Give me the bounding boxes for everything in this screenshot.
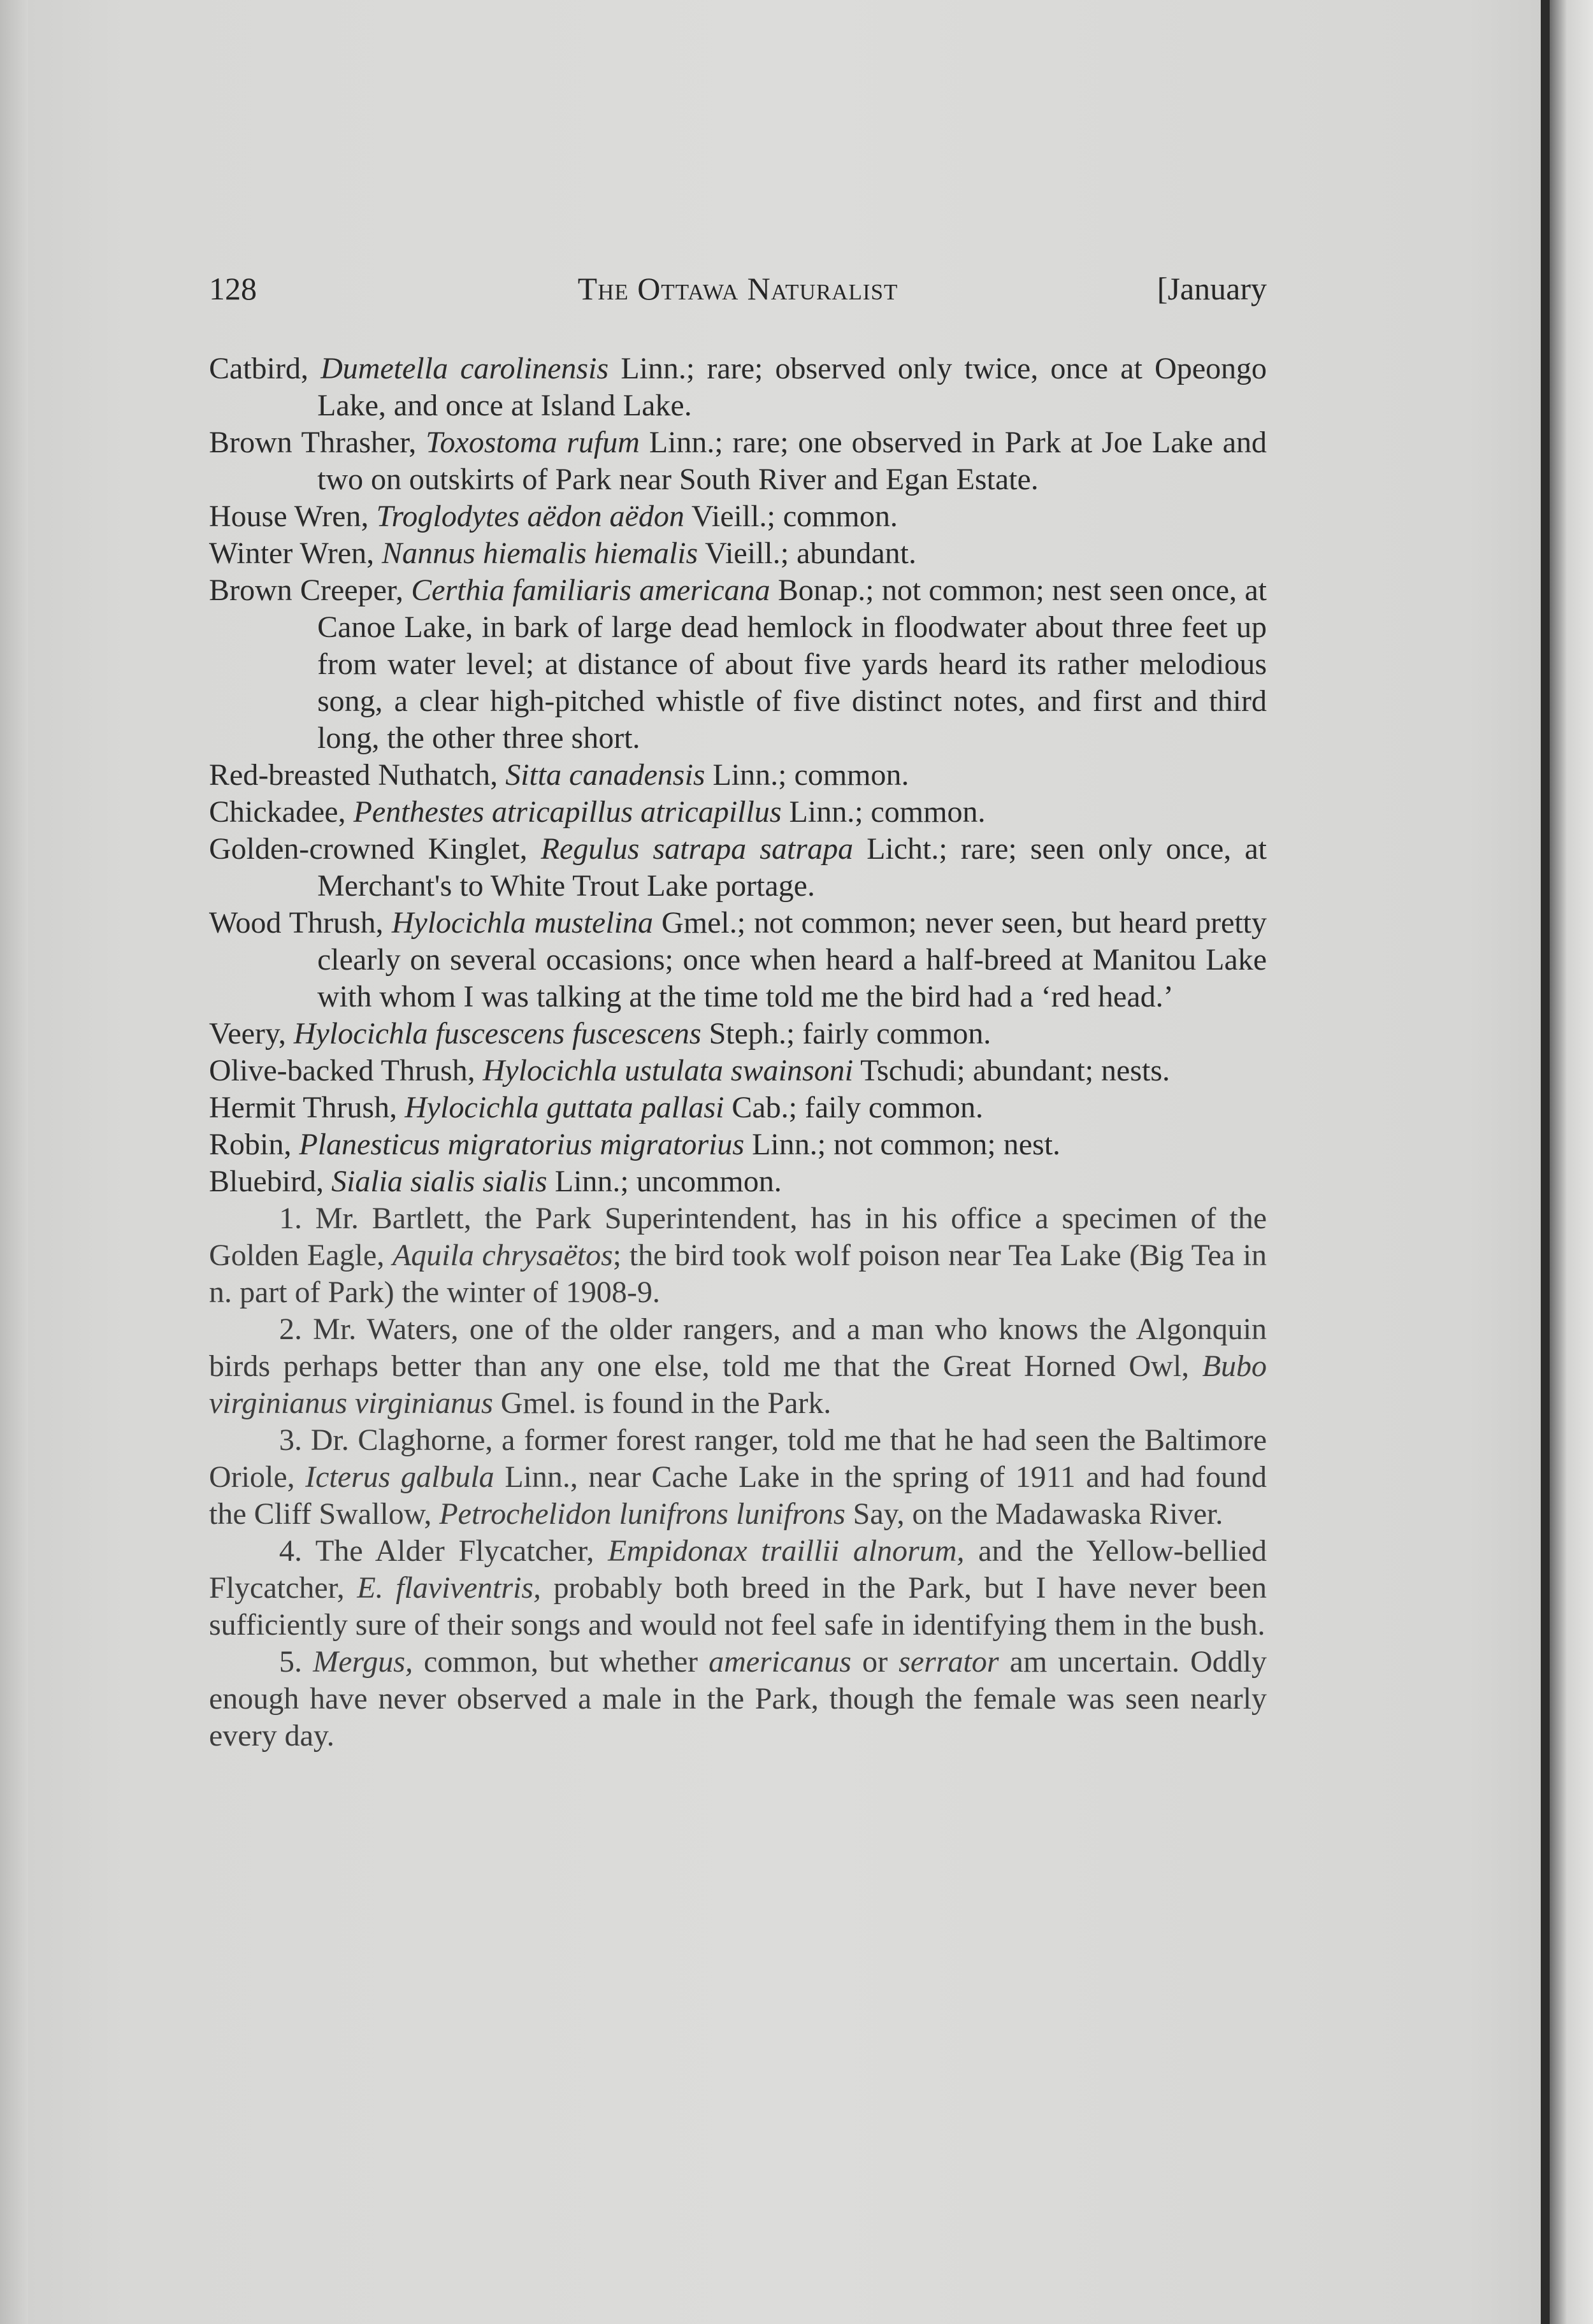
common-name: Wood Thrush, <box>209 906 392 940</box>
note-text: 3. Dr. Claghorne, a former forest ranger, told me that he had seen the Baltimore Oriole, <box>209 1423 1267 1494</box>
latin-name: Regulus satrapa satrapa <box>540 832 853 866</box>
species-entry <box>209 424 1267 498</box>
numbered-notes <box>209 1200 1267 1754</box>
common-name: Golden-crowned Kinglet, <box>209 832 541 866</box>
journal-title: The Ottawa Naturalist <box>577 271 898 306</box>
latin-name: Aquila chrysaëtos <box>392 1238 613 1272</box>
latin-name: Dumetella carolinensis <box>321 352 609 385</box>
entry-remarks: Linn.; common. <box>781 795 986 829</box>
issue-month: [January <box>1157 271 1267 306</box>
note-paragraph <box>209 1422 1267 1533</box>
species-entry <box>209 1089 1267 1126</box>
note-text: 1. Mr. Bartlett, the Park Superintendent, has in his office a specimen of the Golden Eagle, <box>209 1201 1267 1272</box>
common-name: Red-breasted Nuthatch, <box>209 758 506 792</box>
note-text: 4. The Alder Flycatcher, <box>279 1534 609 1568</box>
entry-remarks: Licht.; rare; seen only once, at Merchant's to White Trout Lake portage. <box>317 832 1267 903</box>
entry-remarks: Steph.; fairly common. <box>701 1017 991 1051</box>
note-text: probably both breed in the Park, but I have never been sufficiently sure of their songs and would not feel safe in identifying them in the bush. <box>209 1571 1267 1642</box>
species-entry <box>209 757 1267 794</box>
note-text: and the Yellow-bellied Flycatcher, <box>209 1534 1267 1605</box>
entry-remarks: Linn.; rare; observed only twice, once at Opeongo Lake, and once at Island Lake. <box>317 352 1267 422</box>
common-name: Hermit Thrush, <box>209 1091 405 1124</box>
note-paragraph <box>209 1200 1267 1311</box>
latin-name: Icterus galbula <box>305 1460 494 1494</box>
latin-name: Bubo virginianus virginianus <box>209 1349 1267 1420</box>
common-name: Brown Creeper, <box>209 573 412 607</box>
latin-name: Hylocichla ustulata swainsoni <box>482 1054 853 1087</box>
note-text: common, but whether <box>412 1645 709 1679</box>
note-text: 5. <box>279 1645 314 1679</box>
note-paragraph <box>209 1644 1267 1754</box>
latin-name: Empidonax traillii alnorum, <box>608 1534 965 1568</box>
latin-name: Mergus, <box>313 1645 413 1679</box>
common-name: Chickadee, <box>209 795 354 829</box>
entry-remarks: Tschudi; abundant; nests. <box>853 1054 1171 1087</box>
common-name: Olive-backed Thrush, <box>209 1054 483 1087</box>
article-body <box>209 350 1267 1754</box>
species-entry <box>209 905 1267 1015</box>
species-entry <box>209 1126 1267 1163</box>
page-number: 128 <box>209 271 257 306</box>
latin-name: Hylocichla guttata pallasi <box>405 1091 724 1124</box>
latin-name: Troglodytes aëdon aëdon <box>376 499 684 533</box>
species-entry <box>209 498 1267 535</box>
note-paragraph <box>209 1533 1267 1644</box>
entry-remarks: Linn.; common. <box>705 758 909 792</box>
species-entry <box>209 572 1267 757</box>
species-entry <box>209 1163 1267 1200</box>
species-entry <box>209 1052 1267 1089</box>
entry-remarks: Gmel.; not common; never seen, but heard pretty clearly on several occasions; once when heard a half-breed at Manitou Lake with whom I was talking at the time told me the bird had a ‘red head.’ <box>317 906 1267 1014</box>
latin-name: Toxostoma rufum <box>426 426 640 459</box>
note-text: 2. Mr. Waters, one of the older rangers, and a man who knows the Algonquin birds perhaps better than any one else, told me that the Great Horned Owl, <box>209 1312 1267 1383</box>
species-entry <box>209 794 1267 831</box>
latin-name: Nannus hiemalis hiemalis <box>382 536 698 570</box>
entry-remarks: Bonap.; not common; nest seen once, at Canoe Lake, in bark of large dead hemlock in floodwater about three feet up from water level; at distance of about five yards heard its rather melodious song, a clear high-pitched whistle of five distinct notes, and first and third long, the other three short. <box>317 573 1267 755</box>
common-name: Bluebird, <box>209 1165 331 1198</box>
note-text: Gmel. is found in the Park. <box>493 1386 832 1420</box>
entry-remarks: Linn.; not common; nest. <box>744 1128 1061 1161</box>
latin-name: E. flaviventris, <box>357 1571 542 1605</box>
common-name: Robin, <box>209 1128 299 1161</box>
latin-name: Sialia sialis sialis <box>331 1165 547 1198</box>
latin-name: serrator <box>898 1645 999 1679</box>
common-name: Winter Wren, <box>209 536 382 570</box>
entry-remarks: Linn.; uncommon. <box>547 1165 782 1198</box>
running-head <box>209 266 1267 311</box>
book-spine-edge <box>1541 0 1550 2324</box>
entry-remarks: Linn.; rare; one observed in Park at Joe Lake and two on outskirts of Park near South River and Egan Estate. <box>317 426 1267 496</box>
entry-remarks: Vieill.; common. <box>684 499 898 533</box>
species-entry <box>209 535 1267 572</box>
latin-name: Penthestes atricapillus atricapillus <box>353 795 782 829</box>
page-right-edge <box>1550 0 1593 2324</box>
common-name: Brown Thrasher, <box>209 426 426 459</box>
latin-name: Hylocichla mustelina <box>391 906 654 940</box>
latin-name: Petrochelidon lunifrons lunifrons <box>439 1497 846 1531</box>
latin-name: Planesticus migratorius migratorius <box>299 1128 745 1161</box>
note-text: or <box>851 1645 899 1679</box>
note-text: Say, on the Madawaska River. <box>845 1497 1223 1531</box>
species-entry <box>209 1015 1267 1052</box>
page-left-margin-shadow <box>0 0 28 2324</box>
species-list <box>209 350 1267 1200</box>
common-name: Catbird, <box>209 352 321 385</box>
latin-name: Sitta canadensis <box>505 758 705 792</box>
entry-remarks: Cab.; faily common. <box>724 1091 983 1124</box>
latin-name: Hylocichla fuscescens fuscescens <box>293 1017 702 1051</box>
entry-remarks: Vieill.; abundant. <box>698 536 917 570</box>
latin-name: Certhia familiaris americana <box>411 573 770 607</box>
species-entry <box>209 831 1267 905</box>
latin-name: americanus <box>709 1645 852 1679</box>
note-text: am uncertain. Oddly enough have never observed a male in the Park, though the female was seen nearly every day. <box>209 1645 1267 1753</box>
species-entry <box>209 350 1267 424</box>
common-name: House Wren, <box>209 499 377 533</box>
common-name: Veery, <box>209 1017 294 1051</box>
note-paragraph <box>209 1311 1267 1422</box>
note-text: Linn., near Cache Lake in the spring of 1911 and had found the Cliff Swallow, <box>209 1460 1267 1531</box>
note-text: ; the bird took wolf poison near Tea Lake (Big Tea in n. part of Park) the winter of 1908-9. <box>209 1238 1267 1309</box>
